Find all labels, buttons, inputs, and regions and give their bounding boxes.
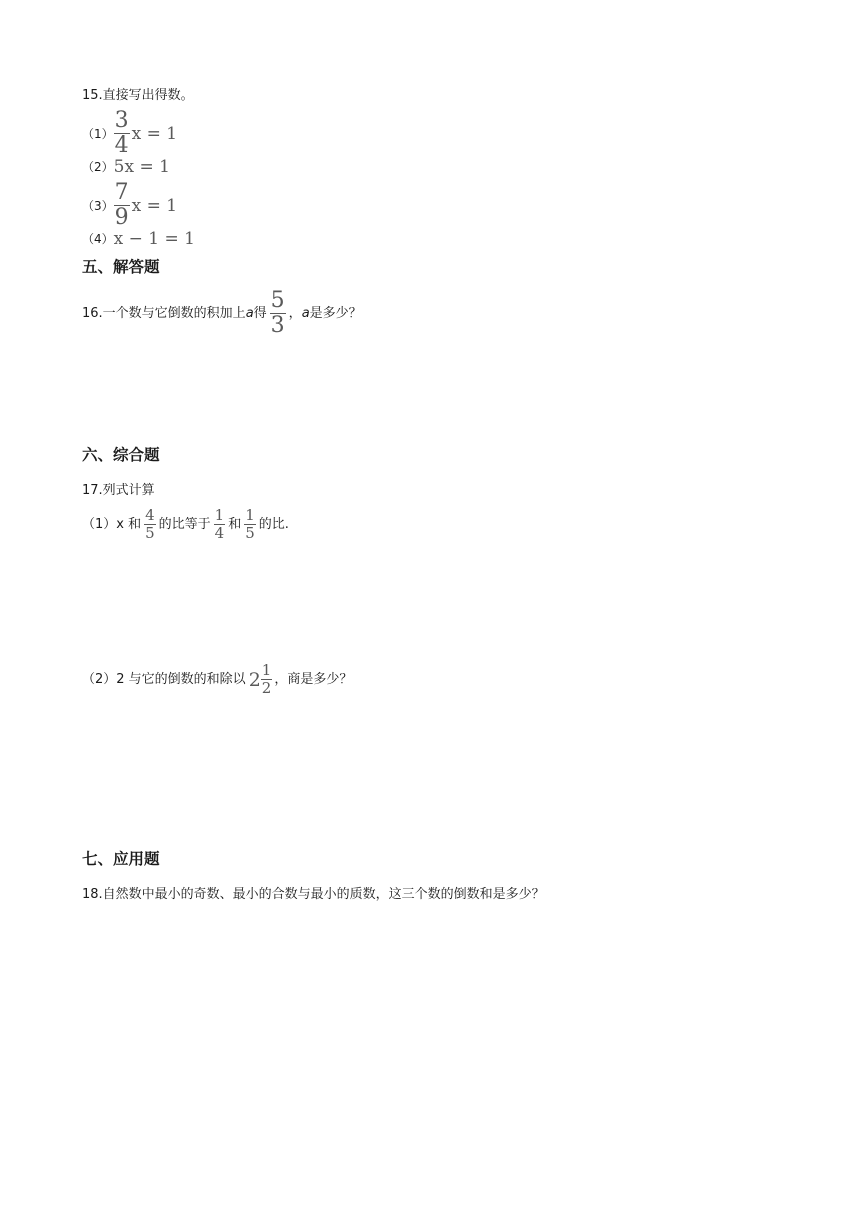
q16 [82,290,362,337]
q15-item-2 [82,158,170,176]
fraction: $\frac{3}{4}$ [114,108,129,158]
fraction: $\frac{1}{4}$ [214,506,225,542]
q15-item-1 [82,110,177,157]
item-label: （2） [82,160,114,174]
section-heading-6: 六、综合题 [82,446,160,464]
q17-p2-text: ，商是多少？ [274,671,353,687]
q16-var: a [245,305,254,321]
q16-text: ， [288,305,302,321]
q17-p1-text: （1）x 和 [82,516,142,532]
fraction: $\frac{7}{9}$ [114,180,129,230]
item-label: （3） [82,198,114,213]
fraction: $\frac{4}{5}$ [145,506,155,542]
mixed-number-whole: 2 [248,668,261,691]
equation-rest: x = 1 [131,123,178,144]
q16-var: a [301,305,310,321]
q17-part-2 [82,663,352,696]
q15-title: 15.直接写出得数。 [82,88,194,103]
section-heading-7: 七、应用题 [82,850,160,868]
item-label: （1） [82,126,114,141]
q16-text: 是多少？ [309,305,362,321]
q16-text: 得 [253,305,267,321]
q15-item-3 [82,182,177,229]
q17-p2-text: （2）2 与它的倒数的和除以 [82,671,246,687]
equation-rest: x = 1 [131,195,178,216]
fraction: $\frac{1}{2}$ [261,661,272,697]
equation: x − 1 = 1 [113,229,195,249]
q17-title: 17.列式计算 [82,483,155,498]
fraction: $\frac{5}{3}$ [270,288,285,338]
q16-text: 16.一个数与它倒数的积加上 [82,305,246,321]
q17-p1-text: 和 [228,516,242,532]
section-heading-5: 五、解答题 [82,258,160,276]
q17-part-1 [82,508,289,541]
item-label: （4） [82,232,114,246]
q18-text: 18.自然数中最小的奇数、最小的合数与最小的质数，这三个数的倒数和是多少？ [82,887,545,902]
fraction: $\frac{1}{5}$ [245,506,255,542]
q17-p1-text: 的比. [258,516,289,532]
q17-p1-text: 的比等于 [158,516,211,532]
q15-item-4 [82,230,195,248]
equation: 5x = 1 [113,157,170,177]
